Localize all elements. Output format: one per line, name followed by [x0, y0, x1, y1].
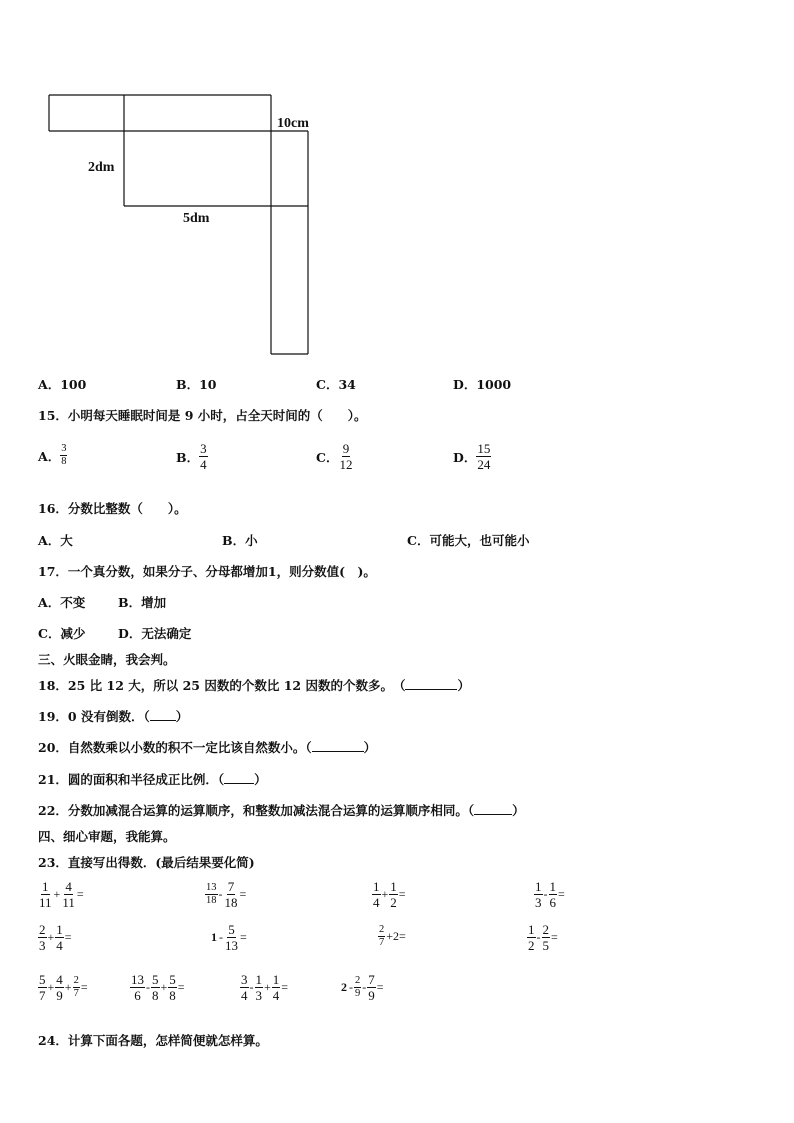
q14-option-d[interactable]: D．1000: [453, 377, 512, 392]
judgment-18: 18．25 比 12 大，所以 25 因数的个数比 12 因数的个数多。 （ ）: [38, 678, 470, 693]
q15-option-c[interactable]: C． 9 12: [316, 441, 353, 472]
calc-r3-1: 5 7 + $\frac{4}{9}$ + $\frac{2}{7}$ =: [39, 972, 88, 1003]
calc-r3-4: 2 - 2 9 - $\frac{7}{9}$ =: [341, 972, 384, 1003]
calc-r1-1: 1 11 + $\frac{4}{11}$ =: [39, 879, 84, 910]
section-3-heading: 三、火眼金睛，我会判。: [38, 652, 176, 667]
judgment-21: 21．圆的面积和半径成正比例．（ ）: [38, 772, 267, 787]
q17-option-d[interactable]: D．无法确定: [118, 626, 192, 641]
q15-option-a[interactable]: A． 3 8: [38, 443, 67, 467]
answer-blank[interactable]: [312, 739, 364, 752]
q23-text: 23．直接写出得数．(最后结果要化简): [38, 855, 255, 870]
q15-option-b[interactable]: B． 3 4: [176, 441, 207, 472]
label-5dm: 5dm: [183, 211, 210, 226]
q16-option-a[interactable]: A．大: [38, 533, 73, 548]
answer-blank[interactable]: [224, 771, 254, 784]
calc-r1-4: 1 3 - $\frac{1}{6}$ =: [535, 879, 565, 910]
answer-blank[interactable]: [150, 708, 176, 721]
answer-blank[interactable]: [474, 802, 512, 815]
net-diagram: [0, 0, 330, 360]
q16-text: 16．分数比整数（ ）。: [38, 501, 187, 516]
calc-r2-4: 1 2 - $\frac{2}{5}$ =: [528, 922, 558, 953]
calc-r1-2: 13 18 - $\frac{7}{18}$ =: [206, 879, 247, 910]
calc-r3-3: 3 4 - 1 3 + $\frac{1}{4}$ =: [241, 972, 289, 1003]
calc-r2-1: 2 3 + $\frac{1}{4}$ =: [39, 922, 72, 953]
label-2dm: 2dm: [88, 160, 115, 175]
calc-r3-2: 13 6 - 5 8 + $\frac{5}{8}$ =: [131, 972, 185, 1003]
label-10cm: 10cm: [277, 116, 309, 131]
q14-option-a[interactable]: A．100: [38, 377, 87, 392]
q17-option-a[interactable]: A．不变: [38, 595, 86, 610]
judgment-20: 20．自然数乘以小数的积不一定比该自然数小。（ ）: [38, 740, 377, 755]
q16-option-c[interactable]: C．可能大，也可能小: [407, 533, 530, 548]
q16-option-b[interactable]: B．小: [222, 533, 258, 548]
q17-option-b[interactable]: B．增加: [118, 595, 167, 610]
calc-r1-3: 1 4 + $\frac{1}{2}$ =: [373, 879, 406, 910]
judgment-19: 19．0 没有倒数．（ ）: [38, 709, 189, 724]
answer-blank[interactable]: [405, 677, 457, 690]
q17-text: 17．一个真分数，如果分子、分母都增加1，则分数值( )。: [38, 564, 376, 579]
q14-option-c[interactable]: C．34: [316, 377, 356, 392]
q24-text: 24．计算下面各题，怎样简便就怎样算。: [38, 1033, 268, 1048]
section-4-heading: 四、细心审题，我能算。: [38, 829, 176, 844]
calc-r2-2: 1 - $\frac{5}{13}$ =: [211, 922, 247, 953]
q15-option-d[interactable]: D． 15 24: [453, 441, 491, 472]
q17-option-c[interactable]: C．减少: [38, 626, 86, 641]
calc-r2-3: 2 7 +2=: [379, 924, 406, 948]
judgment-22: 22．分数加减混合运算的运算顺序，和整数加减法混合运算的运算顺序相同。（ ）: [38, 803, 525, 818]
q14-option-b[interactable]: B．10: [176, 377, 217, 392]
q15-text: 15．小明每天睡眠时间是 9 小时，占全天时间的（ ）。: [38, 408, 367, 423]
